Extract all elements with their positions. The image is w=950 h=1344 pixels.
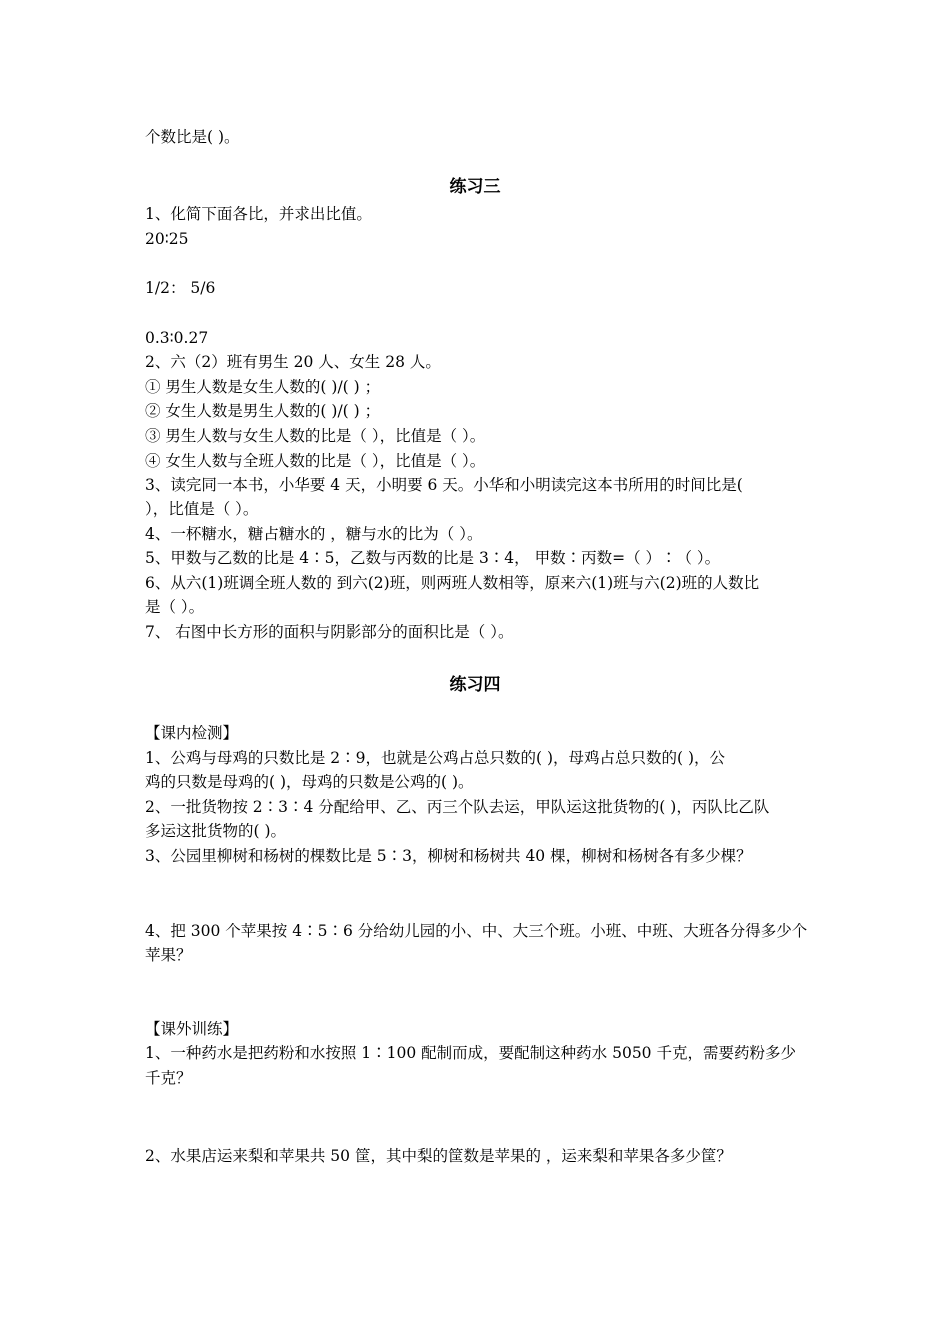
exercise-2-cont: 多运这批货物的( )。 [145,822,287,840]
exercise-1-cont: 鸡的只数是母鸡的( )，母鸡的只数是公鸡的( )。 [145,773,474,791]
section-title-ex4: 练习四 [449,675,501,695]
exercise-1: 1、公鸡与母鸡的只数比是 2∶9，也就是公鸡占总只数的( )，母鸡占总只数的( )，公 [145,749,726,767]
question-5: 5、甲数与乙数的比是 4∶5，乙数与丙数的比是 3∶4， 甲数∶丙数=（ ）∶（ ）。 [145,549,721,567]
ratio-1: 20∶25 [145,230,189,248]
question-2a: ① 男生人数是女生人数的( )/( ) ； [145,378,381,396]
exercise-4-cont: 苹果？ [145,946,192,964]
section-title-ex3: 练习三 [449,177,501,197]
ratio-3: 0.3∶0.27 [145,329,209,347]
subsection-heading: 【课内检测】 [145,724,239,742]
question-4: 4、一杯糖水，糖占糖水的 ，糖与水的比为（ ）。 [145,525,483,543]
exercise-b1: 1、一种药水是把药粉和水按照 1∶100 配制而成，要配制这种药水 5050 千克，需要药粉多少 [145,1044,796,1062]
text-line: 个数比是( )。 [145,128,240,146]
question-2b: ② 女生人数是男生人数的( )/( ) ； [145,402,381,420]
ratio-2: 1/2： 5/6 [145,279,216,297]
exercise-3: 3、公园里柳树和杨树的棵数比是 5∶3，柳树和杨树共 40 棵，柳树和杨树各有多少棵？ [145,847,752,865]
question-1: 1、化简下面各比，并求出比值。 [145,205,372,223]
subsection-heading: 【课外训练】 [145,1020,239,1038]
exercise-b1-cont: 千克？ [145,1069,192,1087]
question-7: 7、 右图中长方形的面积与阴影部分的面积比是（ ）。 [145,623,514,641]
question-3: 3、读完同一本书，小华要 4 天，小明要 6 天。小华和小明读完这本书所用的时间比是( [145,476,743,494]
exercise-b2: 2、水果店运来梨和苹果共 50 筐，其中梨的筐数是苹果的 ，运来梨和苹果各多少筐？ [145,1147,732,1165]
question-2c: ③ 男生人数与女生人数的比是（ ），比值是（ ）。 [145,427,486,445]
question-3-cont: ），比值是（ ）。 [145,500,259,518]
question-6-cont: 是（ ）。 [145,598,205,616]
question-2: 2、六（2）班有男生 20 人、女生 28 人。 [145,353,441,371]
exercise-4: 4、把 300 个苹果按 4∶5∶6 分给幼儿园的小、中、大三个班。小班、中班、大班各分得多少个 [145,922,808,940]
exercise-2: 2、一批货物按 2∶3∶4 分配给甲、乙、丙三个队去运，甲队运这批货物的( )，丙队比乙队 [145,798,770,816]
question-6: 6、从六(1)班调全班人数的 到六(2)班，则两班人数相等，原来六(1)班与六(2)班的人数比 [145,574,760,592]
question-2d: ④ 女生人数与全班人数的比是（ ），比值是（ ）。 [145,452,486,470]
